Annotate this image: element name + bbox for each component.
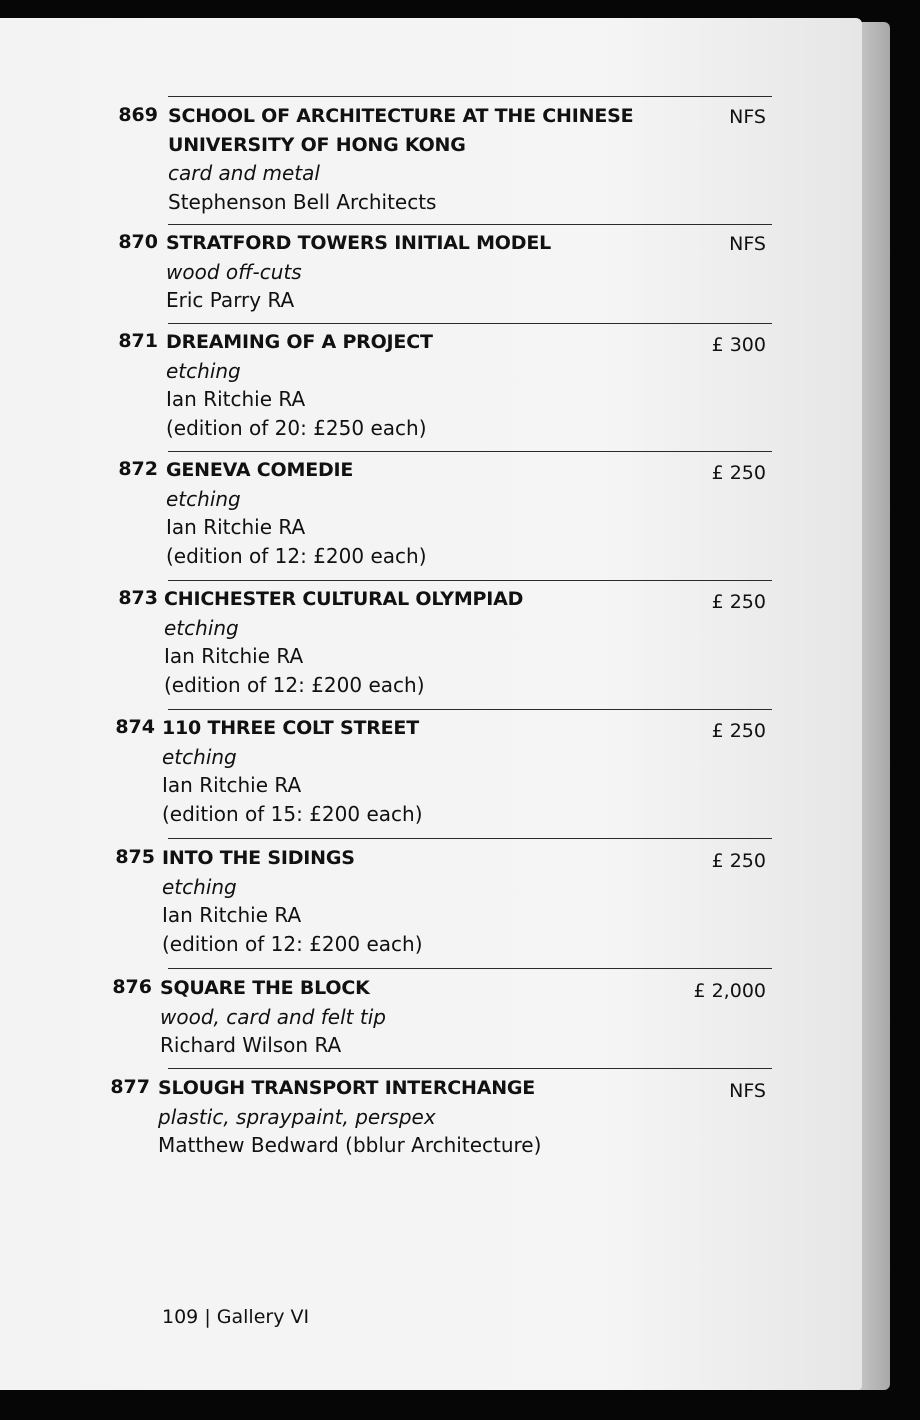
entry-number: 875 — [115, 846, 155, 868]
entry-text — [166, 328, 706, 442]
entry-number: 871 — [118, 330, 158, 352]
entry-rule — [168, 224, 772, 225]
entry-medium: wood, card and felt tip — [160, 1004, 386, 1029]
entry-rule — [168, 580, 772, 581]
entry-price: £ 250 — [711, 720, 766, 742]
entry-title: DREAMING OF A PROJECT — [166, 331, 433, 353]
entry-artist: Matthew Bedward (bblur Architecture) — [158, 1133, 542, 1157]
entry-edition: (edition of 20: £250 each) — [166, 415, 427, 440]
entry-number: 873 — [118, 587, 158, 609]
entry-rule — [168, 96, 772, 97]
entry-medium: card and metal — [168, 161, 320, 185]
entry-rule — [168, 1068, 772, 1069]
entry-artist: Ian Ritchie RA — [162, 773, 302, 797]
entry-title: SLOUGH TRANSPORT INTERCHANGE — [158, 1077, 536, 1099]
page-number: 109 — [162, 1306, 199, 1328]
entry-artist: Ian Ritchie RA — [166, 515, 306, 539]
entry-price: £ 2,000 — [693, 980, 766, 1002]
entry-title: SQUARE THE BLOCK — [160, 977, 370, 999]
entry-title: STRATFORD TOWERS INITIAL MODEL — [166, 232, 552, 254]
entry-title: 110 THREE COLT STREET — [162, 717, 419, 739]
entry-rule — [168, 968, 772, 969]
entry-price: £ 300 — [711, 334, 766, 356]
entry-rule — [168, 451, 772, 452]
entry-price: £ 250 — [711, 462, 766, 484]
entry-number: 874 — [115, 716, 155, 738]
entry-price: NFS — [729, 1080, 766, 1102]
entry-number: 870 — [118, 231, 158, 253]
entry-number: 877 — [110, 1076, 150, 1098]
entry-text — [166, 229, 706, 315]
entry-text — [160, 974, 700, 1060]
entry-number: 876 — [112, 976, 152, 998]
entry-edition: (edition of 12: £200 each) — [166, 543, 427, 568]
entry-artist: Ian Ritchie RA — [164, 644, 304, 668]
entry-title: SCHOOL OF ARCHITECTURE AT THE CHINESE UNIVERSITY OF HONG KONG — [168, 105, 634, 156]
entry-rule — [168, 838, 772, 839]
entry-price: £ 250 — [711, 850, 766, 872]
entry-medium: etching — [162, 744, 237, 769]
entry-title: CHICHESTER CULTURAL OLYMPIAD — [164, 588, 524, 610]
entry-price: £ 250 — [711, 591, 766, 613]
entry-number: 869 — [118, 104, 158, 126]
entry-medium: etching — [164, 615, 239, 640]
entry-text — [168, 102, 713, 216]
section-name: Gallery VI — [216, 1306, 310, 1328]
entry-title: INTO THE SIDINGS — [162, 847, 355, 869]
entry-rule — [168, 323, 772, 324]
entry-text — [164, 585, 704, 699]
entry-number: 872 — [118, 458, 158, 480]
entry-text — [162, 844, 702, 958]
entry-artist: Richard Wilson RA — [160, 1033, 342, 1057]
footer-separator: | — [204, 1306, 211, 1328]
entry-rule — [168, 709, 772, 710]
entry-text — [158, 1074, 698, 1160]
entry-edition: (edition of 12: £200 each) — [164, 672, 425, 697]
entry-text — [166, 456, 706, 570]
entry-edition: (edition of 12: £200 each) — [162, 931, 423, 956]
entry-medium: etching — [162, 874, 237, 899]
entry-artist: Ian Ritchie RA — [166, 387, 306, 411]
entry-artist: Eric Parry RA — [166, 288, 295, 312]
entry-medium: plastic, spraypaint, perspex — [158, 1104, 436, 1129]
entry-edition: (edition of 15: £200 each) — [162, 801, 423, 826]
catalogue-page — [0, 18, 862, 1390]
entry-price: NFS — [729, 233, 766, 255]
entry-artist: Ian Ritchie RA — [162, 903, 302, 927]
entry-price: NFS — [729, 106, 766, 128]
entry-text — [162, 714, 702, 828]
entry-medium: wood off-cuts — [166, 259, 302, 284]
page-footer — [162, 1306, 309, 1328]
entry-title: GENEVA COMEDIE — [166, 459, 354, 481]
entry-medium: etching — [166, 358, 241, 383]
entry-artist: Stephenson Bell Architects — [168, 189, 437, 214]
entry-medium: etching — [166, 486, 241, 511]
